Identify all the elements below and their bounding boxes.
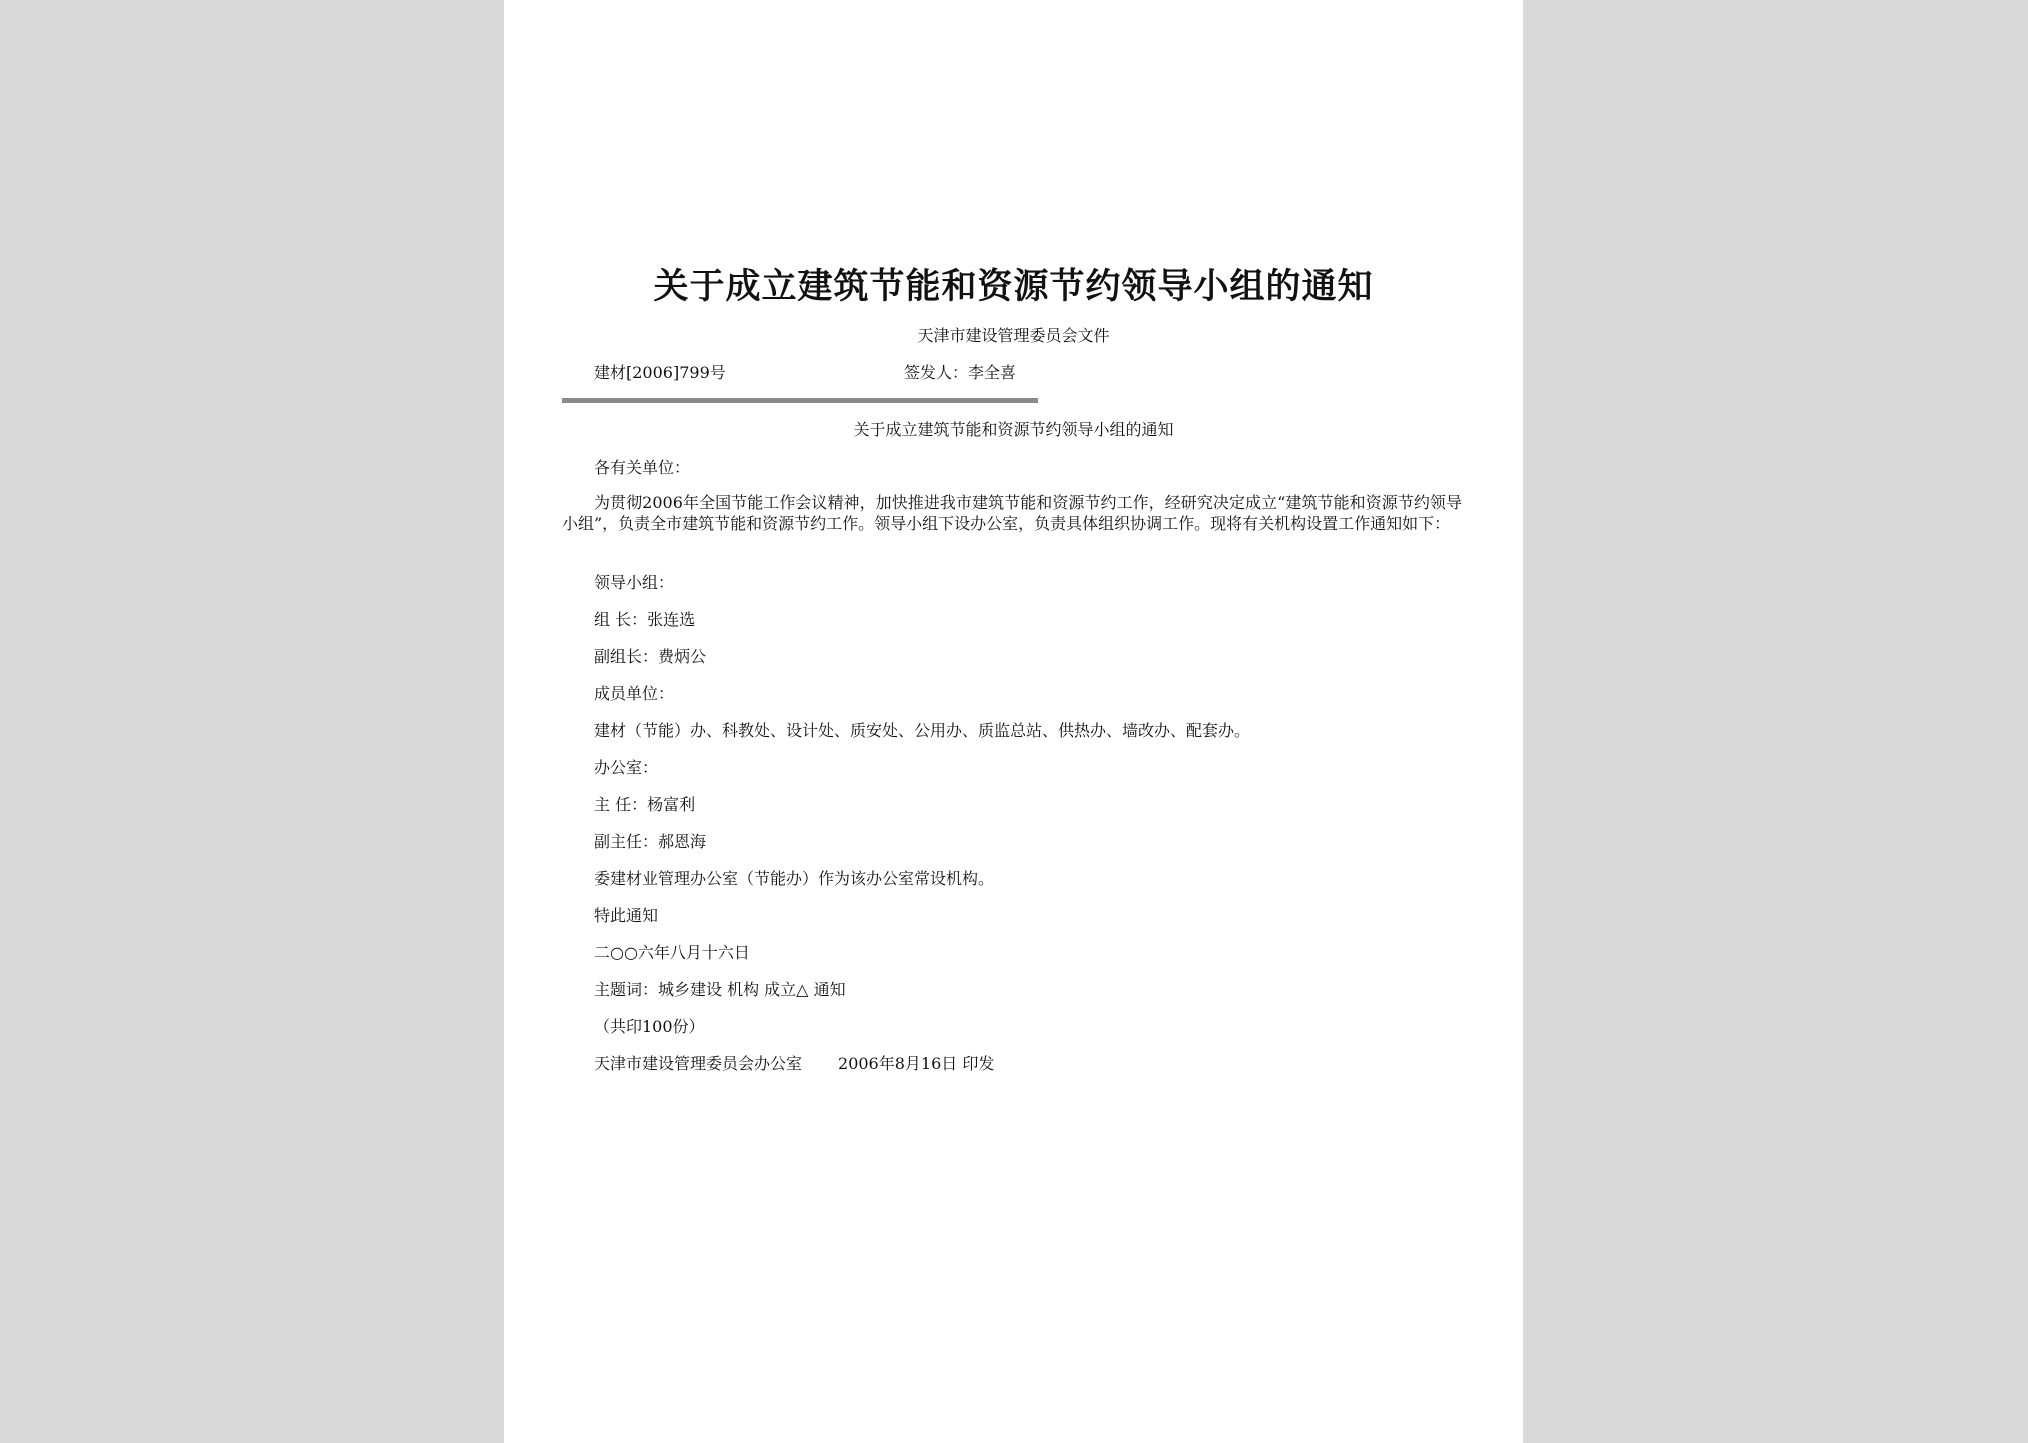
leader-line: 组 长：张连选 (594, 610, 696, 629)
document-subtitle: 关于成立建筑节能和资源节约领导小组的通知 (853, 420, 1174, 439)
office-note: 委建材业管理办公室（节能办）作为该办公室常设机构。 (594, 869, 995, 888)
member-units-label: 成员单位： (594, 684, 675, 703)
deputy-leader-line: 副组长：费炳公 (594, 647, 707, 666)
issuer-name: 天津市建设管理委员会文件 (917, 326, 1110, 345)
issue-date: 二○○六年八月十六日 (594, 943, 750, 962)
body-paragraph: 为贯彻2006年全国节能工作会议精神，加快推进我市建筑节能和资源节约工作，经研究决定成立“建筑节能和资源节约领导小组”，负责全市建筑节能和资源节约工作。领导小组下设办公室，负责具体组织协调工作。现将有关机构设置工作通知如下： (562, 493, 1462, 533)
office-label: 办公室： (594, 758, 659, 777)
header-divider (562, 398, 1038, 403)
director-line: 主 任：杨富利 (594, 795, 696, 814)
document-title: 关于成立建筑节能和资源节约领导小组的通知 (653, 266, 1374, 307)
closing-line: 特此通知 (594, 906, 659, 925)
deputy-director-line: 副主任：郝恩海 (594, 832, 707, 851)
copies-line: （共印100份） (594, 1017, 705, 1036)
document-number: 建材[2006]799号 (594, 363, 726, 382)
keywords-line: 主题词：城乡建设 机构 成立△ 通知 (594, 980, 846, 999)
signer: 签发人：李全喜 (904, 363, 1017, 382)
document-page (504, 0, 1523, 1443)
footer-line (594, 1052, 994, 1076)
footer-org: 天津市建设管理委员会办公室 (594, 1054, 803, 1073)
salutation: 各有关单位： (594, 458, 691, 477)
leading-group-label: 领导小组： (594, 573, 675, 592)
footer-date: 2006年8月16日 印发 (838, 1054, 995, 1073)
member-units-list: 建材（节能）办、科教处、设计处、质安处、公用办、质监总站、供热办、墙改办、配套办。 (594, 721, 1251, 740)
